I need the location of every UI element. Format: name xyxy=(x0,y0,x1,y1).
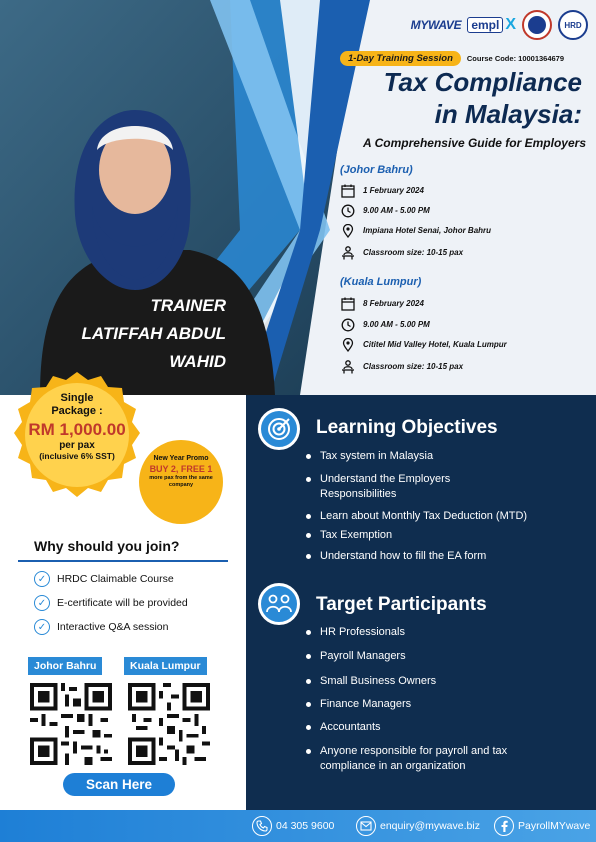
qr-code-johor-bahru[interactable] xyxy=(30,683,112,765)
detail-venue-text: Impiana Hotel Senai, Johor Bahru xyxy=(363,226,492,235)
trainer-label: TRAINER xyxy=(150,296,226,315)
course-code: Course Code: 10001364679 xyxy=(466,54,565,63)
map-pin-icon xyxy=(340,337,355,352)
detail-venue-jb xyxy=(340,223,491,238)
single-package-line2: Package : xyxy=(51,405,103,417)
partner-seal-icon xyxy=(522,10,552,40)
person-desk-icon xyxy=(340,359,355,374)
participant-item xyxy=(306,720,576,735)
why-item-label: E-certificate will be provided xyxy=(57,597,188,609)
why-item xyxy=(34,571,174,587)
mywave-logo: MYWAVE xyxy=(410,18,462,32)
participant-item-label: Finance Managers xyxy=(320,698,412,710)
detail-time-jb xyxy=(340,203,430,218)
detail-date-text: 1 February 2024 xyxy=(363,186,424,195)
email-icon xyxy=(356,816,376,836)
contact-facebook-text: PayrollMYwave xyxy=(518,820,591,832)
price-sst: (inclusive 6% SST) xyxy=(39,451,115,461)
qr-label-johor-bahru: Johor Bahru xyxy=(28,657,102,675)
page-subtitle: A Comprehensive Guide for Employers xyxy=(363,136,586,150)
detail-size-text: Classroom size: 10-15 pax xyxy=(363,362,464,371)
emplx-x-mark: X xyxy=(505,16,516,33)
participant-item xyxy=(306,744,546,774)
qr-code-kuala-lumpur[interactable] xyxy=(128,683,210,765)
trainer-name-line1: LATIFFAH ABDUL xyxy=(81,324,226,343)
why-join-divider xyxy=(18,560,228,562)
objective-item xyxy=(306,509,576,524)
participant-item xyxy=(306,649,576,664)
objective-item-label: Understand the Employers Responsibilities xyxy=(320,473,451,500)
location-heading-kl: (Kuala Lumpur) xyxy=(340,276,422,288)
why-item xyxy=(34,619,168,635)
objective-item xyxy=(306,528,576,543)
learning-objectives-title: Learning Objectives xyxy=(316,417,498,438)
price-per: per pax xyxy=(59,440,95,451)
promo-offer: BUY 2, FREE 1 xyxy=(149,464,213,474)
objective-item xyxy=(306,449,576,464)
person-desk-icon xyxy=(340,245,355,260)
emplx-logo: empl xyxy=(467,17,503,33)
contact-email[interactable] xyxy=(356,816,480,836)
hrd-seal: HRD xyxy=(558,10,588,40)
page-title-line2: in Malaysia: xyxy=(434,99,582,129)
session-badge: 1-Day Training Session xyxy=(340,51,461,66)
phone-icon xyxy=(252,816,272,836)
why-item-label: Interactive Q&A session xyxy=(57,621,169,633)
detail-time-text: 9.00 AM - 5.00 PM xyxy=(363,320,430,329)
detail-venue-text: Cititel Mid Valley Hotel, Kuala Lumpur xyxy=(363,340,507,349)
price-amount: RM 1,000.00 xyxy=(28,420,126,439)
promo-title: New Year Promo xyxy=(153,455,209,462)
objective-item-label: Tax system in Malaysia xyxy=(320,450,434,462)
participant-item xyxy=(306,697,576,712)
detail-time-text: 9.00 AM - 5.00 PM xyxy=(363,206,430,215)
page-title-line1: Tax Compliance xyxy=(383,67,582,97)
participant-item-label: Payroll Managers xyxy=(320,650,406,662)
detail-time-kl xyxy=(340,317,430,332)
detail-size-kl xyxy=(340,359,463,374)
qr-label-kuala-lumpur: Kuala Lumpur xyxy=(124,657,207,675)
detail-size-text: Classroom size: 10-15 pax xyxy=(363,248,464,257)
why-item xyxy=(34,595,188,611)
contact-email-text: enquiry@mywave.biz xyxy=(380,820,480,832)
participant-item xyxy=(306,674,576,689)
participant-item xyxy=(306,625,576,640)
why-join-title: Why should you join? xyxy=(34,538,180,554)
target-icon xyxy=(258,408,300,450)
scan-here-button[interactable]: Scan Here xyxy=(63,773,175,796)
objective-item-label: Tax Exemption xyxy=(320,529,393,541)
contact-facebook[interactable] xyxy=(494,816,590,836)
map-pin-icon xyxy=(340,223,355,238)
contact-phone-text: 04 305 9600 xyxy=(276,820,335,832)
promo-badge xyxy=(139,440,223,524)
detail-date-jb xyxy=(340,183,424,198)
facebook-icon xyxy=(494,816,514,836)
participant-item-label: Anyone responsible for payroll and tax compliance in an organization xyxy=(320,745,508,772)
detail-date-text: 8 February 2024 xyxy=(363,299,424,308)
participant-item-label: Accountants xyxy=(320,721,381,733)
objective-item-label: Understand how to fill the EA form xyxy=(320,550,487,562)
detail-venue-kl xyxy=(340,337,507,352)
logo-bar xyxy=(411,10,588,40)
objective-item-label: Learn about Monthly Tax Deduction (MTD) xyxy=(320,510,528,522)
price-badge-text xyxy=(12,392,142,461)
location-heading-jb: (Johor Bahru) xyxy=(340,164,413,176)
detail-date-kl xyxy=(340,296,424,311)
check-icon: ✓ xyxy=(34,619,50,635)
contact-phone[interactable] xyxy=(252,816,334,836)
objective-item xyxy=(306,472,516,502)
hero-banner xyxy=(0,0,596,395)
clock-icon xyxy=(340,317,355,332)
people-icon xyxy=(258,583,300,625)
session-row xyxy=(340,51,564,66)
calendar-icon xyxy=(340,183,355,198)
objective-item xyxy=(306,549,576,564)
single-package-line1: Single xyxy=(60,392,94,404)
participant-item-label: HR Professionals xyxy=(320,626,405,638)
calendar-icon xyxy=(340,296,355,311)
check-icon: ✓ xyxy=(34,595,50,611)
why-item-label: HRDC Claimable Course xyxy=(57,573,174,585)
clock-icon xyxy=(340,203,355,218)
promo-note: more pax from the same company xyxy=(149,475,213,488)
participant-item-label: Small Business Owners xyxy=(320,675,437,687)
target-participants-title: Target Participants xyxy=(316,594,487,615)
check-icon: ✓ xyxy=(34,571,50,587)
detail-size-jb xyxy=(340,245,463,260)
trainer-name-line2: WAHID xyxy=(169,352,226,371)
